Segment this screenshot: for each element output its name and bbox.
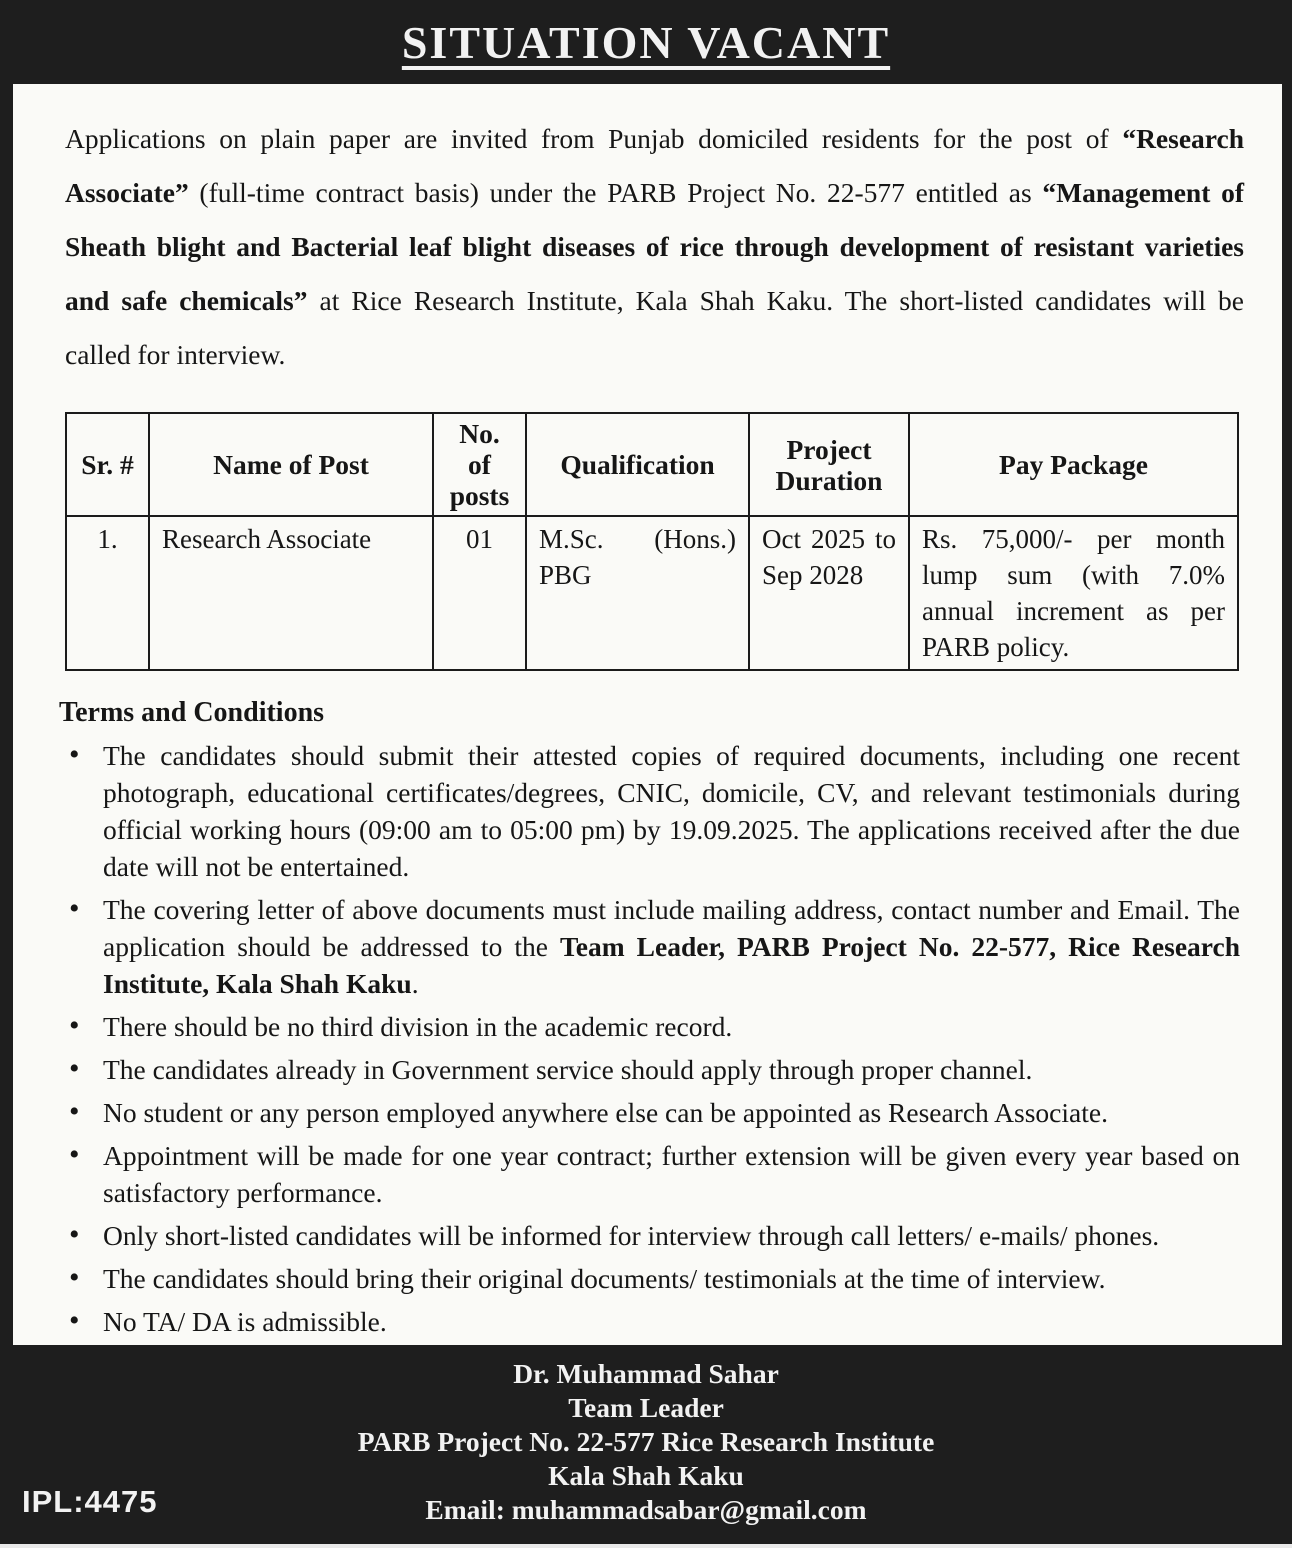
table-row xyxy=(66,516,1238,670)
text-segment: at Rice Research Institute, Kala Shah Kaku. The short-listed candidates will be called for interview. xyxy=(65,285,1244,370)
column-header: No. of posts xyxy=(433,413,526,516)
column-header: Sr. # xyxy=(66,413,149,516)
column-header: Name of Post xyxy=(149,413,433,516)
content-sheet xyxy=(13,84,1282,1345)
terms-item xyxy=(65,1217,1240,1254)
header-row xyxy=(66,413,1238,516)
text-segment: No student or any person employed anywhere else can be appointed as Research Associate. xyxy=(103,1097,1108,1128)
terms-item xyxy=(65,1260,1240,1297)
text-segment: The candidates already in Government service should apply through proper channel. xyxy=(103,1054,1033,1085)
intro-paragraph xyxy=(53,112,1254,382)
signature-line: Dr. Muhammad Sahar xyxy=(513,1358,779,1389)
table-cell: Research Associate xyxy=(149,516,433,670)
terms-item xyxy=(65,1137,1240,1211)
text-segment: . xyxy=(411,968,419,999)
signature-line: Kala Shah Kaku xyxy=(548,1460,744,1491)
text-segment: The covering letter of above documents must include mailing address, contact number and Email. The application should be addressed to the xyxy=(103,894,1240,962)
column-header: Qualification xyxy=(526,413,749,516)
terms-item xyxy=(65,1094,1240,1131)
table-cell: M.Sc. (Hons.) PBG xyxy=(526,516,749,670)
posts-table-head xyxy=(66,413,1238,516)
signature-line: Email: muhammadsabar@gmail.com xyxy=(425,1494,867,1525)
posts-table-body xyxy=(66,516,1238,670)
terms-item xyxy=(65,1008,1240,1045)
signature-line: Team Leader xyxy=(568,1392,724,1423)
text-segment: Only short-listed candidates will be informed for interview through call letters/ e-mails/ phones. xyxy=(103,1220,1160,1251)
signature-block xyxy=(0,1345,1292,1527)
text-segment: (full-time contract basis) under the PARB Project No. 22-577 entitled as xyxy=(188,177,1043,208)
terms-item xyxy=(65,891,1240,1002)
text-segment: The candidates should bring their original documents/ testimonials at the time of interview. xyxy=(103,1263,1106,1294)
ipl-code: IPL:4475 xyxy=(22,1484,158,1519)
terms-item xyxy=(65,1051,1240,1088)
table-cell: Rs. 75,000/- per month lump sum (with 7.0% annual increment as per PARB policy. xyxy=(909,516,1238,670)
page-title: SITUATION VACANT xyxy=(401,16,891,68)
text-segment: The candidates should submit their attested copies of required documents, including one recent photograph, educational certificates/degrees, CNIC, domicile, CV, and relevant testimonials during official working hours (09:00 am to 05:00 pm) by 19.09.2025. The applications received after the due date will not be entertained. xyxy=(103,740,1240,882)
footer xyxy=(0,1345,1292,1548)
text-segment: Team Leader, PARB Project No. 22-577, Rice Research Institute, Kala Shah Kaku xyxy=(103,931,1240,999)
terms-item xyxy=(65,1303,1240,1340)
table-cell: 1. xyxy=(66,516,149,670)
bottom-divider xyxy=(0,1544,1292,1548)
terms-heading: Terms and Conditions xyxy=(59,697,325,728)
posts-table xyxy=(65,412,1239,671)
column-header: Pay Package xyxy=(909,413,1238,516)
signature-line: PARB Project No. 22-577 Rice Research Institute xyxy=(357,1426,935,1457)
text-segment: Appointment will be made for one year contract; further extension will be given every year based on satisfactory performance. xyxy=(103,1140,1240,1208)
column-header: Project Duration xyxy=(749,413,909,516)
text-segment: Applications on plain paper are invited from Punjab domiciled residents for the post of xyxy=(65,123,1123,154)
masthead xyxy=(0,0,1292,84)
text-segment: “Management of Sheath blight and Bacterial leaf blight diseases of rice through development of resistant varieties and safe chemicals” xyxy=(65,177,1244,316)
table-cell: Oct 2025 to Sep 2028 xyxy=(749,516,909,670)
terms-item xyxy=(65,737,1240,885)
table-cell: 01 xyxy=(433,516,526,670)
text-segment: No TA/ DA is admissible. xyxy=(103,1306,387,1337)
terms-list xyxy=(53,737,1254,1340)
text-segment: There should be no third division in the academic record. xyxy=(103,1011,733,1042)
text-segment: “Research Associate” xyxy=(65,123,1244,208)
